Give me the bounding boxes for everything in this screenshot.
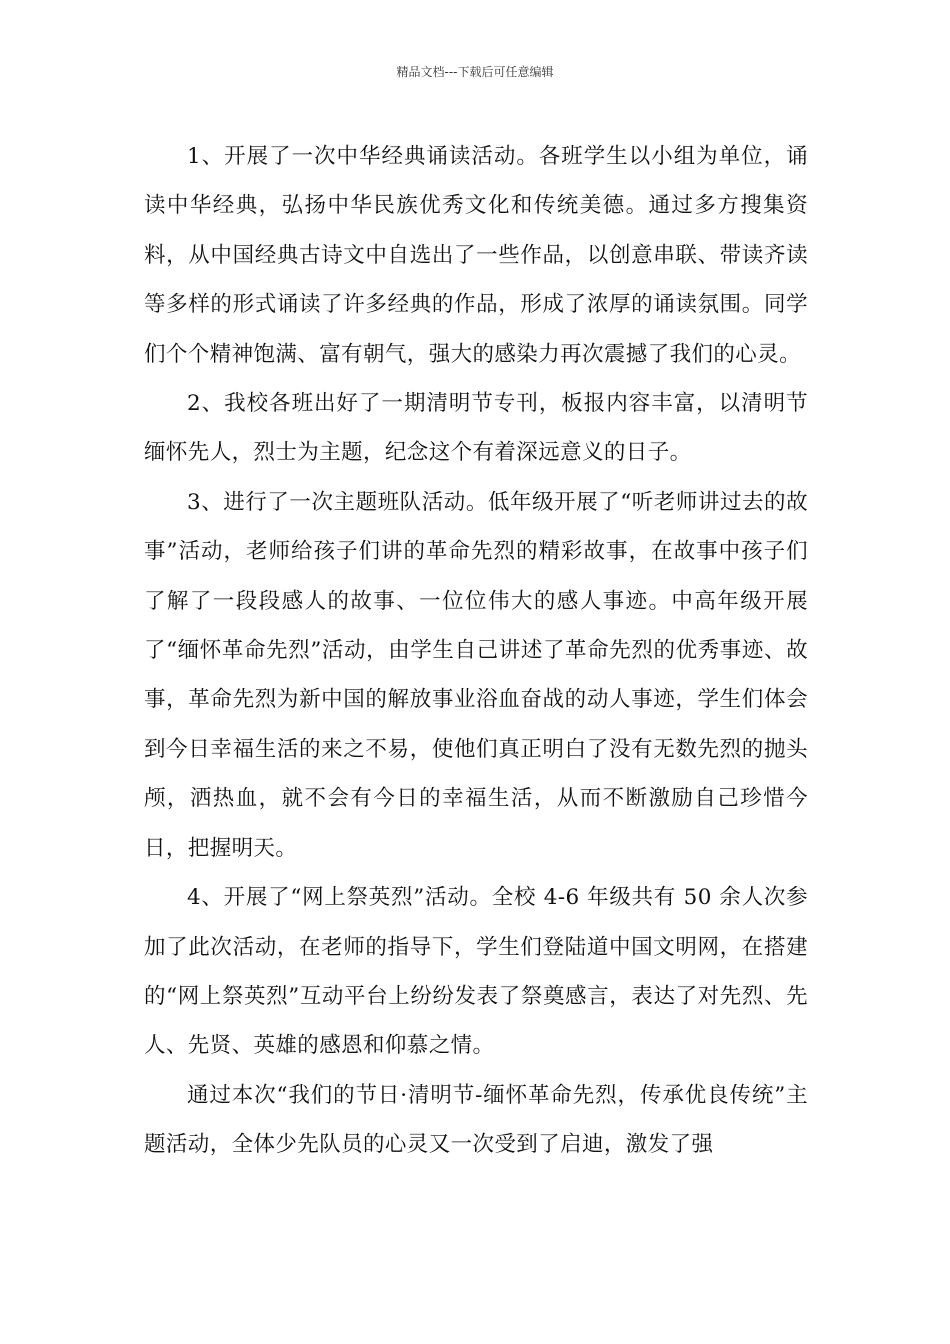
- paragraph-4: 4、开展了“网上祭英烈”活动。全校 4-6 年级共有 50 余人次参加了此次活动，在老师的指导下，学生们登陆道中国文明网，在搭建的“网上祭英烈”互动平台上纷纷发表了祭奠感言，表达了对先烈、先人、先贤、英雄的感恩和仰慕之情。: [144, 885, 808, 1059]
- paragraph-1: 1、开展了一次中华经典诵读活动。各班学生以小组为单位，诵读中华经典，弘扬中华民族优秀文化和传统美德。通过多方搜集资料，从中国经典古诗文中自选出了一些作品，以创意串联、带读齐读等多样的形式诵读了许多经典的作品，形成了浓厚的诵读氛围。同学们个个精神饱满、富有朝气，强大的感染力再次震撼了我们的心灵。: [144, 144, 808, 367]
- paragraph-5: 通过本次“我们的节日·清明节-缅怀革命先烈，传承优良传统”主题活动，全体少先队员的心灵又一次受到了启迪，激发了强: [144, 1082, 808, 1158]
- paragraph-2: 2、我校各班出好了一期清明节专刊，板报内容丰富，以清明节缅怀先人，烈士为主题，纪念这个有着深远意义的日子。: [144, 391, 808, 466]
- paragraph-3: 3、进行了一次主题班队活动。低年级开展了“听老师讲过去的故事”活动，老师给孩子们讲的革命先烈的精彩故事，在故事中孩子们了解了一段段感人的故事、一位位伟大的感人事迹。中高年级开展了“缅怀革命先烈”活动，由学生自己讲述了革命先烈的优秀事迹、故事，革命先烈为新中国的解放事业浴血奋战的动人事迹，学生们体会到今日幸福生活的来之不易，使他们真正明白了没有无数先烈的抛头颅，洒热血，就不会有今日的幸福生活，从而不断激励自己珍惜今日，把握明天。: [144, 489, 808, 861]
- document-body: [144, 132, 808, 1170]
- page-header: 精品文档---下载后可任意编辑: [396, 65, 554, 79]
